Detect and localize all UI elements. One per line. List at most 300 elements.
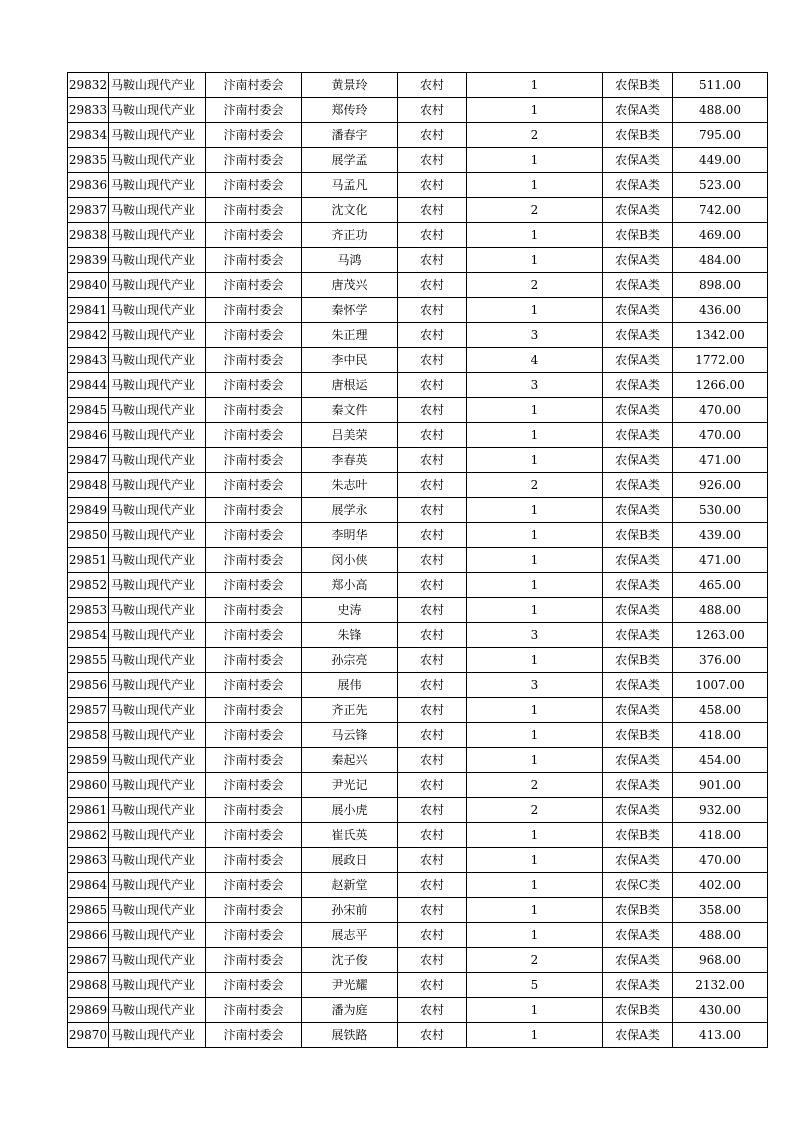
amount-cell: 449.00 bbox=[673, 148, 768, 173]
district-cell: 马鞍山现代产业 bbox=[109, 298, 206, 323]
area-type-cell: 农村 bbox=[398, 1023, 467, 1048]
table-row bbox=[68, 698, 768, 723]
household-count-cell: 1 bbox=[467, 523, 603, 548]
committee-cell: 汴南村委会 bbox=[206, 673, 302, 698]
category-cell: 农保B类 bbox=[603, 223, 673, 248]
name-cell: 尹光耀 bbox=[302, 973, 398, 998]
category-cell: 农保A类 bbox=[603, 573, 673, 598]
table-row bbox=[68, 548, 768, 573]
category-cell: 农保A类 bbox=[603, 698, 673, 723]
area-type-cell: 农村 bbox=[398, 673, 467, 698]
household-count-cell: 5 bbox=[467, 973, 603, 998]
district-cell: 马鞍山现代产业 bbox=[109, 198, 206, 223]
name-cell: 闵小侠 bbox=[302, 548, 398, 573]
district-cell: 马鞍山现代产业 bbox=[109, 148, 206, 173]
district-cell: 马鞍山现代产业 bbox=[109, 423, 206, 448]
table-row bbox=[68, 598, 768, 623]
area-type-cell: 农村 bbox=[398, 498, 467, 523]
committee-cell: 汴南村委会 bbox=[206, 473, 302, 498]
name-cell: 齐正功 bbox=[302, 223, 398, 248]
area-type-cell: 农村 bbox=[398, 598, 467, 623]
area-type-cell: 农村 bbox=[398, 873, 467, 898]
record-id-cell: 29861 bbox=[68, 798, 109, 823]
amount-cell: 795.00 bbox=[673, 123, 768, 148]
district-cell: 马鞍山现代产业 bbox=[109, 848, 206, 873]
record-id-cell: 29835 bbox=[68, 148, 109, 173]
amount-cell: 932.00 bbox=[673, 798, 768, 823]
table-row bbox=[68, 298, 768, 323]
name-cell: 李明华 bbox=[302, 523, 398, 548]
committee-cell: 汴南村委会 bbox=[206, 773, 302, 798]
record-id-cell: 29864 bbox=[68, 873, 109, 898]
name-cell: 尹光记 bbox=[302, 773, 398, 798]
committee-cell: 汴南村委会 bbox=[206, 123, 302, 148]
area-type-cell: 农村 bbox=[398, 723, 467, 748]
name-cell: 马鸿 bbox=[302, 248, 398, 273]
committee-cell: 汴南村委会 bbox=[206, 973, 302, 998]
area-type-cell: 农村 bbox=[398, 798, 467, 823]
amount-cell: 470.00 bbox=[673, 423, 768, 448]
area-type-cell: 农村 bbox=[398, 973, 467, 998]
committee-cell: 汴南村委会 bbox=[206, 1023, 302, 1048]
area-type-cell: 农村 bbox=[398, 698, 467, 723]
table-row bbox=[68, 623, 768, 648]
record-id-cell: 29832 bbox=[68, 73, 109, 98]
name-cell: 展铁路 bbox=[302, 1023, 398, 1048]
record-id-cell: 29868 bbox=[68, 973, 109, 998]
household-count-cell: 1 bbox=[467, 648, 603, 673]
household-count-cell: 1 bbox=[467, 723, 603, 748]
category-cell: 农保A类 bbox=[603, 748, 673, 773]
table-row bbox=[68, 1023, 768, 1048]
area-type-cell: 农村 bbox=[398, 373, 467, 398]
record-id-cell: 29863 bbox=[68, 848, 109, 873]
district-cell: 马鞍山现代产业 bbox=[109, 898, 206, 923]
district-cell: 马鞍山现代产业 bbox=[109, 73, 206, 98]
record-id-cell: 29867 bbox=[68, 948, 109, 973]
area-type-cell: 农村 bbox=[398, 298, 467, 323]
table-row bbox=[68, 723, 768, 748]
category-cell: 农保B类 bbox=[603, 898, 673, 923]
category-cell: 农保A类 bbox=[603, 448, 673, 473]
committee-cell: 汴南村委会 bbox=[206, 73, 302, 98]
name-cell: 孙宋前 bbox=[302, 898, 398, 923]
amount-cell: 901.00 bbox=[673, 773, 768, 798]
record-id-cell: 29839 bbox=[68, 248, 109, 273]
household-count-cell: 1 bbox=[467, 423, 603, 448]
committee-cell: 汴南村委会 bbox=[206, 948, 302, 973]
district-cell: 马鞍山现代产业 bbox=[109, 648, 206, 673]
household-count-cell: 1 bbox=[467, 173, 603, 198]
name-cell: 沈文化 bbox=[302, 198, 398, 223]
category-cell: 农保A类 bbox=[603, 973, 673, 998]
amount-cell: 968.00 bbox=[673, 948, 768, 973]
name-cell: 秦起兴 bbox=[302, 748, 398, 773]
committee-cell: 汴南村委会 bbox=[206, 298, 302, 323]
amount-cell: 1266.00 bbox=[673, 373, 768, 398]
household-count-cell: 1 bbox=[467, 148, 603, 173]
area-type-cell: 农村 bbox=[398, 273, 467, 298]
committee-cell: 汴南村委会 bbox=[206, 523, 302, 548]
amount-cell: 523.00 bbox=[673, 173, 768, 198]
table-row bbox=[68, 748, 768, 773]
name-cell: 史涛 bbox=[302, 598, 398, 623]
table-row bbox=[68, 498, 768, 523]
committee-cell: 汴南村委会 bbox=[206, 323, 302, 348]
category-cell: 农保A类 bbox=[603, 673, 673, 698]
name-cell: 朱锋 bbox=[302, 623, 398, 648]
category-cell: 农保B类 bbox=[603, 648, 673, 673]
committee-cell: 汴南村委会 bbox=[206, 398, 302, 423]
name-cell: 郑小高 bbox=[302, 573, 398, 598]
committee-cell: 汴南村委会 bbox=[206, 748, 302, 773]
name-cell: 崔氏英 bbox=[302, 823, 398, 848]
household-count-cell: 2 bbox=[467, 473, 603, 498]
table-row bbox=[68, 873, 768, 898]
amount-cell: 430.00 bbox=[673, 998, 768, 1023]
amount-cell: 465.00 bbox=[673, 573, 768, 598]
area-type-cell: 农村 bbox=[398, 223, 467, 248]
record-id-cell: 29850 bbox=[68, 523, 109, 548]
household-count-cell: 1 bbox=[467, 748, 603, 773]
category-cell: 农保B类 bbox=[603, 723, 673, 748]
district-cell: 马鞍山现代产业 bbox=[109, 973, 206, 998]
table-row bbox=[68, 448, 768, 473]
district-cell: 马鞍山现代产业 bbox=[109, 223, 206, 248]
household-count-cell: 1 bbox=[467, 448, 603, 473]
amount-cell: 898.00 bbox=[673, 273, 768, 298]
district-cell: 马鞍山现代产业 bbox=[109, 723, 206, 748]
category-cell: 农保A类 bbox=[603, 923, 673, 948]
area-type-cell: 农村 bbox=[398, 898, 467, 923]
amount-cell: 484.00 bbox=[673, 248, 768, 273]
district-cell: 马鞍山现代产业 bbox=[109, 348, 206, 373]
table-row bbox=[68, 823, 768, 848]
name-cell: 展志平 bbox=[302, 923, 398, 948]
area-type-cell: 农村 bbox=[398, 823, 467, 848]
area-type-cell: 农村 bbox=[398, 523, 467, 548]
household-count-cell: 3 bbox=[467, 673, 603, 698]
amount-cell: 413.00 bbox=[673, 1023, 768, 1048]
household-count-cell: 3 bbox=[467, 323, 603, 348]
amount-cell: 454.00 bbox=[673, 748, 768, 773]
name-cell: 展小虎 bbox=[302, 798, 398, 823]
table-row bbox=[68, 973, 768, 998]
record-id-cell: 29847 bbox=[68, 448, 109, 473]
category-cell: 农保A类 bbox=[603, 398, 673, 423]
area-type-cell: 农村 bbox=[398, 98, 467, 123]
household-count-cell: 1 bbox=[467, 98, 603, 123]
committee-cell: 汴南村委会 bbox=[206, 348, 302, 373]
record-id-cell: 29851 bbox=[68, 548, 109, 573]
table-row bbox=[68, 473, 768, 498]
district-cell: 马鞍山现代产业 bbox=[109, 623, 206, 648]
household-count-cell: 4 bbox=[467, 348, 603, 373]
household-count-cell: 1 bbox=[467, 223, 603, 248]
household-count-cell: 2 bbox=[467, 198, 603, 223]
household-count-cell: 1 bbox=[467, 548, 603, 573]
committee-cell: 汴南村委会 bbox=[206, 623, 302, 648]
table-row bbox=[68, 73, 768, 98]
district-cell: 马鞍山现代产业 bbox=[109, 273, 206, 298]
name-cell: 吕美荣 bbox=[302, 423, 398, 448]
household-count-cell: 1 bbox=[467, 398, 603, 423]
record-id-cell: 29858 bbox=[68, 723, 109, 748]
district-cell: 马鞍山现代产业 bbox=[109, 98, 206, 123]
committee-cell: 汴南村委会 bbox=[206, 148, 302, 173]
household-count-cell: 1 bbox=[467, 998, 603, 1023]
household-count-cell: 1 bbox=[467, 498, 603, 523]
category-cell: 农保A类 bbox=[603, 323, 673, 348]
household-count-cell: 1 bbox=[467, 848, 603, 873]
category-cell: 农保B类 bbox=[603, 523, 673, 548]
district-cell: 马鞍山现代产业 bbox=[109, 998, 206, 1023]
area-type-cell: 农村 bbox=[398, 448, 467, 473]
name-cell: 马孟凡 bbox=[302, 173, 398, 198]
amount-cell: 436.00 bbox=[673, 298, 768, 323]
area-type-cell: 农村 bbox=[398, 848, 467, 873]
table-row bbox=[68, 848, 768, 873]
district-cell: 马鞍山现代产业 bbox=[109, 323, 206, 348]
district-cell: 马鞍山现代产业 bbox=[109, 1023, 206, 1048]
household-count-cell: 2 bbox=[467, 273, 603, 298]
committee-cell: 汴南村委会 bbox=[206, 598, 302, 623]
record-id-cell: 29857 bbox=[68, 698, 109, 723]
record-id-cell: 29854 bbox=[68, 623, 109, 648]
table-row bbox=[68, 148, 768, 173]
committee-cell: 汴南村委会 bbox=[206, 998, 302, 1023]
record-id-cell: 29843 bbox=[68, 348, 109, 373]
name-cell: 马云锋 bbox=[302, 723, 398, 748]
household-count-cell: 2 bbox=[467, 123, 603, 148]
amount-cell: 488.00 bbox=[673, 923, 768, 948]
district-cell: 马鞍山现代产业 bbox=[109, 923, 206, 948]
amount-cell: 469.00 bbox=[673, 223, 768, 248]
household-count-cell: 1 bbox=[467, 573, 603, 598]
table-row bbox=[68, 673, 768, 698]
data-table bbox=[67, 72, 768, 1048]
district-cell: 马鞍山现代产业 bbox=[109, 373, 206, 398]
category-cell: 农保A类 bbox=[603, 198, 673, 223]
committee-cell: 汴南村委会 bbox=[206, 498, 302, 523]
name-cell: 展学永 bbox=[302, 498, 398, 523]
name-cell: 朱志叶 bbox=[302, 473, 398, 498]
committee-cell: 汴南村委会 bbox=[206, 198, 302, 223]
committee-cell: 汴南村委会 bbox=[206, 573, 302, 598]
household-count-cell: 1 bbox=[467, 898, 603, 923]
area-type-cell: 农村 bbox=[398, 573, 467, 598]
record-id-cell: 29860 bbox=[68, 773, 109, 798]
area-type-cell: 农村 bbox=[398, 423, 467, 448]
amount-cell: 471.00 bbox=[673, 548, 768, 573]
district-cell: 马鞍山现代产业 bbox=[109, 123, 206, 148]
name-cell: 赵新堂 bbox=[302, 873, 398, 898]
category-cell: 农保A类 bbox=[603, 623, 673, 648]
area-type-cell: 农村 bbox=[398, 623, 467, 648]
table-row bbox=[68, 198, 768, 223]
committee-cell: 汴南村委会 bbox=[206, 373, 302, 398]
name-cell: 展学孟 bbox=[302, 148, 398, 173]
amount-cell: 488.00 bbox=[673, 598, 768, 623]
district-cell: 马鞍山现代产业 bbox=[109, 873, 206, 898]
district-cell: 马鞍山现代产业 bbox=[109, 448, 206, 473]
table-row bbox=[68, 173, 768, 198]
record-id-cell: 29834 bbox=[68, 123, 109, 148]
table-row bbox=[68, 348, 768, 373]
category-cell: 农保A类 bbox=[603, 473, 673, 498]
record-id-cell: 29840 bbox=[68, 273, 109, 298]
household-count-cell: 1 bbox=[467, 73, 603, 98]
table-body bbox=[68, 73, 768, 1048]
household-count-cell: 2 bbox=[467, 948, 603, 973]
area-type-cell: 农村 bbox=[398, 398, 467, 423]
name-cell: 秦怀学 bbox=[302, 298, 398, 323]
category-cell: 农保A类 bbox=[603, 373, 673, 398]
record-id-cell: 29862 bbox=[68, 823, 109, 848]
district-cell: 马鞍山现代产业 bbox=[109, 498, 206, 523]
area-type-cell: 农村 bbox=[398, 73, 467, 98]
district-cell: 马鞍山现代产业 bbox=[109, 573, 206, 598]
table-row bbox=[68, 398, 768, 423]
record-id-cell: 29853 bbox=[68, 598, 109, 623]
table-row bbox=[68, 273, 768, 298]
area-type-cell: 农村 bbox=[398, 348, 467, 373]
name-cell: 黄景玲 bbox=[302, 73, 398, 98]
area-type-cell: 农村 bbox=[398, 773, 467, 798]
committee-cell: 汴南村委会 bbox=[206, 273, 302, 298]
record-id-cell: 29846 bbox=[68, 423, 109, 448]
district-cell: 马鞍山现代产业 bbox=[109, 548, 206, 573]
amount-cell: 439.00 bbox=[673, 523, 768, 548]
amount-cell: 1263.00 bbox=[673, 623, 768, 648]
area-type-cell: 农村 bbox=[398, 323, 467, 348]
household-count-cell: 1 bbox=[467, 698, 603, 723]
name-cell: 齐正先 bbox=[302, 698, 398, 723]
record-id-cell: 29841 bbox=[68, 298, 109, 323]
amount-cell: 458.00 bbox=[673, 698, 768, 723]
amount-cell: 418.00 bbox=[673, 823, 768, 848]
record-id-cell: 29842 bbox=[68, 323, 109, 348]
amount-cell: 1342.00 bbox=[673, 323, 768, 348]
name-cell: 朱正理 bbox=[302, 323, 398, 348]
name-cell: 孙宗亮 bbox=[302, 648, 398, 673]
category-cell: 农保A类 bbox=[603, 598, 673, 623]
record-id-cell: 29856 bbox=[68, 673, 109, 698]
committee-cell: 汴南村委会 bbox=[206, 698, 302, 723]
committee-cell: 汴南村委会 bbox=[206, 848, 302, 873]
amount-cell: 742.00 bbox=[673, 198, 768, 223]
district-cell: 马鞍山现代产业 bbox=[109, 398, 206, 423]
committee-cell: 汴南村委会 bbox=[206, 723, 302, 748]
category-cell: 农保A类 bbox=[603, 298, 673, 323]
record-id-cell: 29865 bbox=[68, 898, 109, 923]
name-cell: 郑传玲 bbox=[302, 98, 398, 123]
name-cell: 唐根运 bbox=[302, 373, 398, 398]
name-cell: 潘为庭 bbox=[302, 998, 398, 1023]
record-id-cell: 29845 bbox=[68, 398, 109, 423]
table-row bbox=[68, 373, 768, 398]
category-cell: 农保A类 bbox=[603, 248, 673, 273]
category-cell: 农保B类 bbox=[603, 73, 673, 98]
amount-cell: 1772.00 bbox=[673, 348, 768, 373]
area-type-cell: 农村 bbox=[398, 748, 467, 773]
table-row bbox=[68, 98, 768, 123]
record-id-cell: 29836 bbox=[68, 173, 109, 198]
table-row bbox=[68, 773, 768, 798]
area-type-cell: 农村 bbox=[398, 923, 467, 948]
area-type-cell: 农村 bbox=[398, 248, 467, 273]
district-cell: 马鞍山现代产业 bbox=[109, 173, 206, 198]
amount-cell: 470.00 bbox=[673, 398, 768, 423]
category-cell: 农保A类 bbox=[603, 98, 673, 123]
amount-cell: 402.00 bbox=[673, 873, 768, 898]
record-id-cell: 29866 bbox=[68, 923, 109, 948]
household-count-cell: 1 bbox=[467, 1023, 603, 1048]
record-id-cell: 29833 bbox=[68, 98, 109, 123]
committee-cell: 汴南村委会 bbox=[206, 223, 302, 248]
area-type-cell: 农村 bbox=[398, 173, 467, 198]
table-row bbox=[68, 923, 768, 948]
category-cell: 农保A类 bbox=[603, 948, 673, 973]
area-type-cell: 农村 bbox=[398, 148, 467, 173]
record-id-cell: 29869 bbox=[68, 998, 109, 1023]
district-cell: 马鞍山现代产业 bbox=[109, 798, 206, 823]
table-row bbox=[68, 523, 768, 548]
committee-cell: 汴南村委会 bbox=[206, 798, 302, 823]
name-cell: 唐茂兴 bbox=[302, 273, 398, 298]
district-cell: 马鞍山现代产业 bbox=[109, 523, 206, 548]
area-type-cell: 农村 bbox=[398, 198, 467, 223]
district-cell: 马鞍山现代产业 bbox=[109, 473, 206, 498]
household-count-cell: 1 bbox=[467, 923, 603, 948]
record-id-cell: 29852 bbox=[68, 573, 109, 598]
table-row bbox=[68, 998, 768, 1023]
amount-cell: 511.00 bbox=[673, 73, 768, 98]
table-row bbox=[68, 323, 768, 348]
record-id-cell: 29848 bbox=[68, 473, 109, 498]
area-type-cell: 农村 bbox=[398, 648, 467, 673]
table-row bbox=[68, 573, 768, 598]
amount-cell: 530.00 bbox=[673, 498, 768, 523]
committee-cell: 汴南村委会 bbox=[206, 98, 302, 123]
committee-cell: 汴南村委会 bbox=[206, 248, 302, 273]
name-cell: 秦文件 bbox=[302, 398, 398, 423]
committee-cell: 汴南村委会 bbox=[206, 898, 302, 923]
amount-cell: 1007.00 bbox=[673, 673, 768, 698]
category-cell: 农保A类 bbox=[603, 348, 673, 373]
record-id-cell: 29837 bbox=[68, 198, 109, 223]
category-cell: 农保A类 bbox=[603, 848, 673, 873]
record-id-cell: 29870 bbox=[68, 1023, 109, 1048]
district-cell: 马鞍山现代产业 bbox=[109, 598, 206, 623]
amount-cell: 926.00 bbox=[673, 473, 768, 498]
amount-cell: 471.00 bbox=[673, 448, 768, 473]
committee-cell: 汴南村委会 bbox=[206, 548, 302, 573]
amount-cell: 2132.00 bbox=[673, 973, 768, 998]
category-cell: 农保A类 bbox=[603, 273, 673, 298]
category-cell: 农保A类 bbox=[603, 423, 673, 448]
table-row bbox=[68, 898, 768, 923]
category-cell: 农保B类 bbox=[603, 998, 673, 1023]
category-cell: 农保A类 bbox=[603, 798, 673, 823]
area-type-cell: 农村 bbox=[398, 473, 467, 498]
committee-cell: 汴南村委会 bbox=[206, 873, 302, 898]
amount-cell: 358.00 bbox=[673, 898, 768, 923]
record-id-cell: 29838 bbox=[68, 223, 109, 248]
category-cell: 农保A类 bbox=[603, 548, 673, 573]
household-count-cell: 1 bbox=[467, 248, 603, 273]
household-count-cell: 2 bbox=[467, 798, 603, 823]
